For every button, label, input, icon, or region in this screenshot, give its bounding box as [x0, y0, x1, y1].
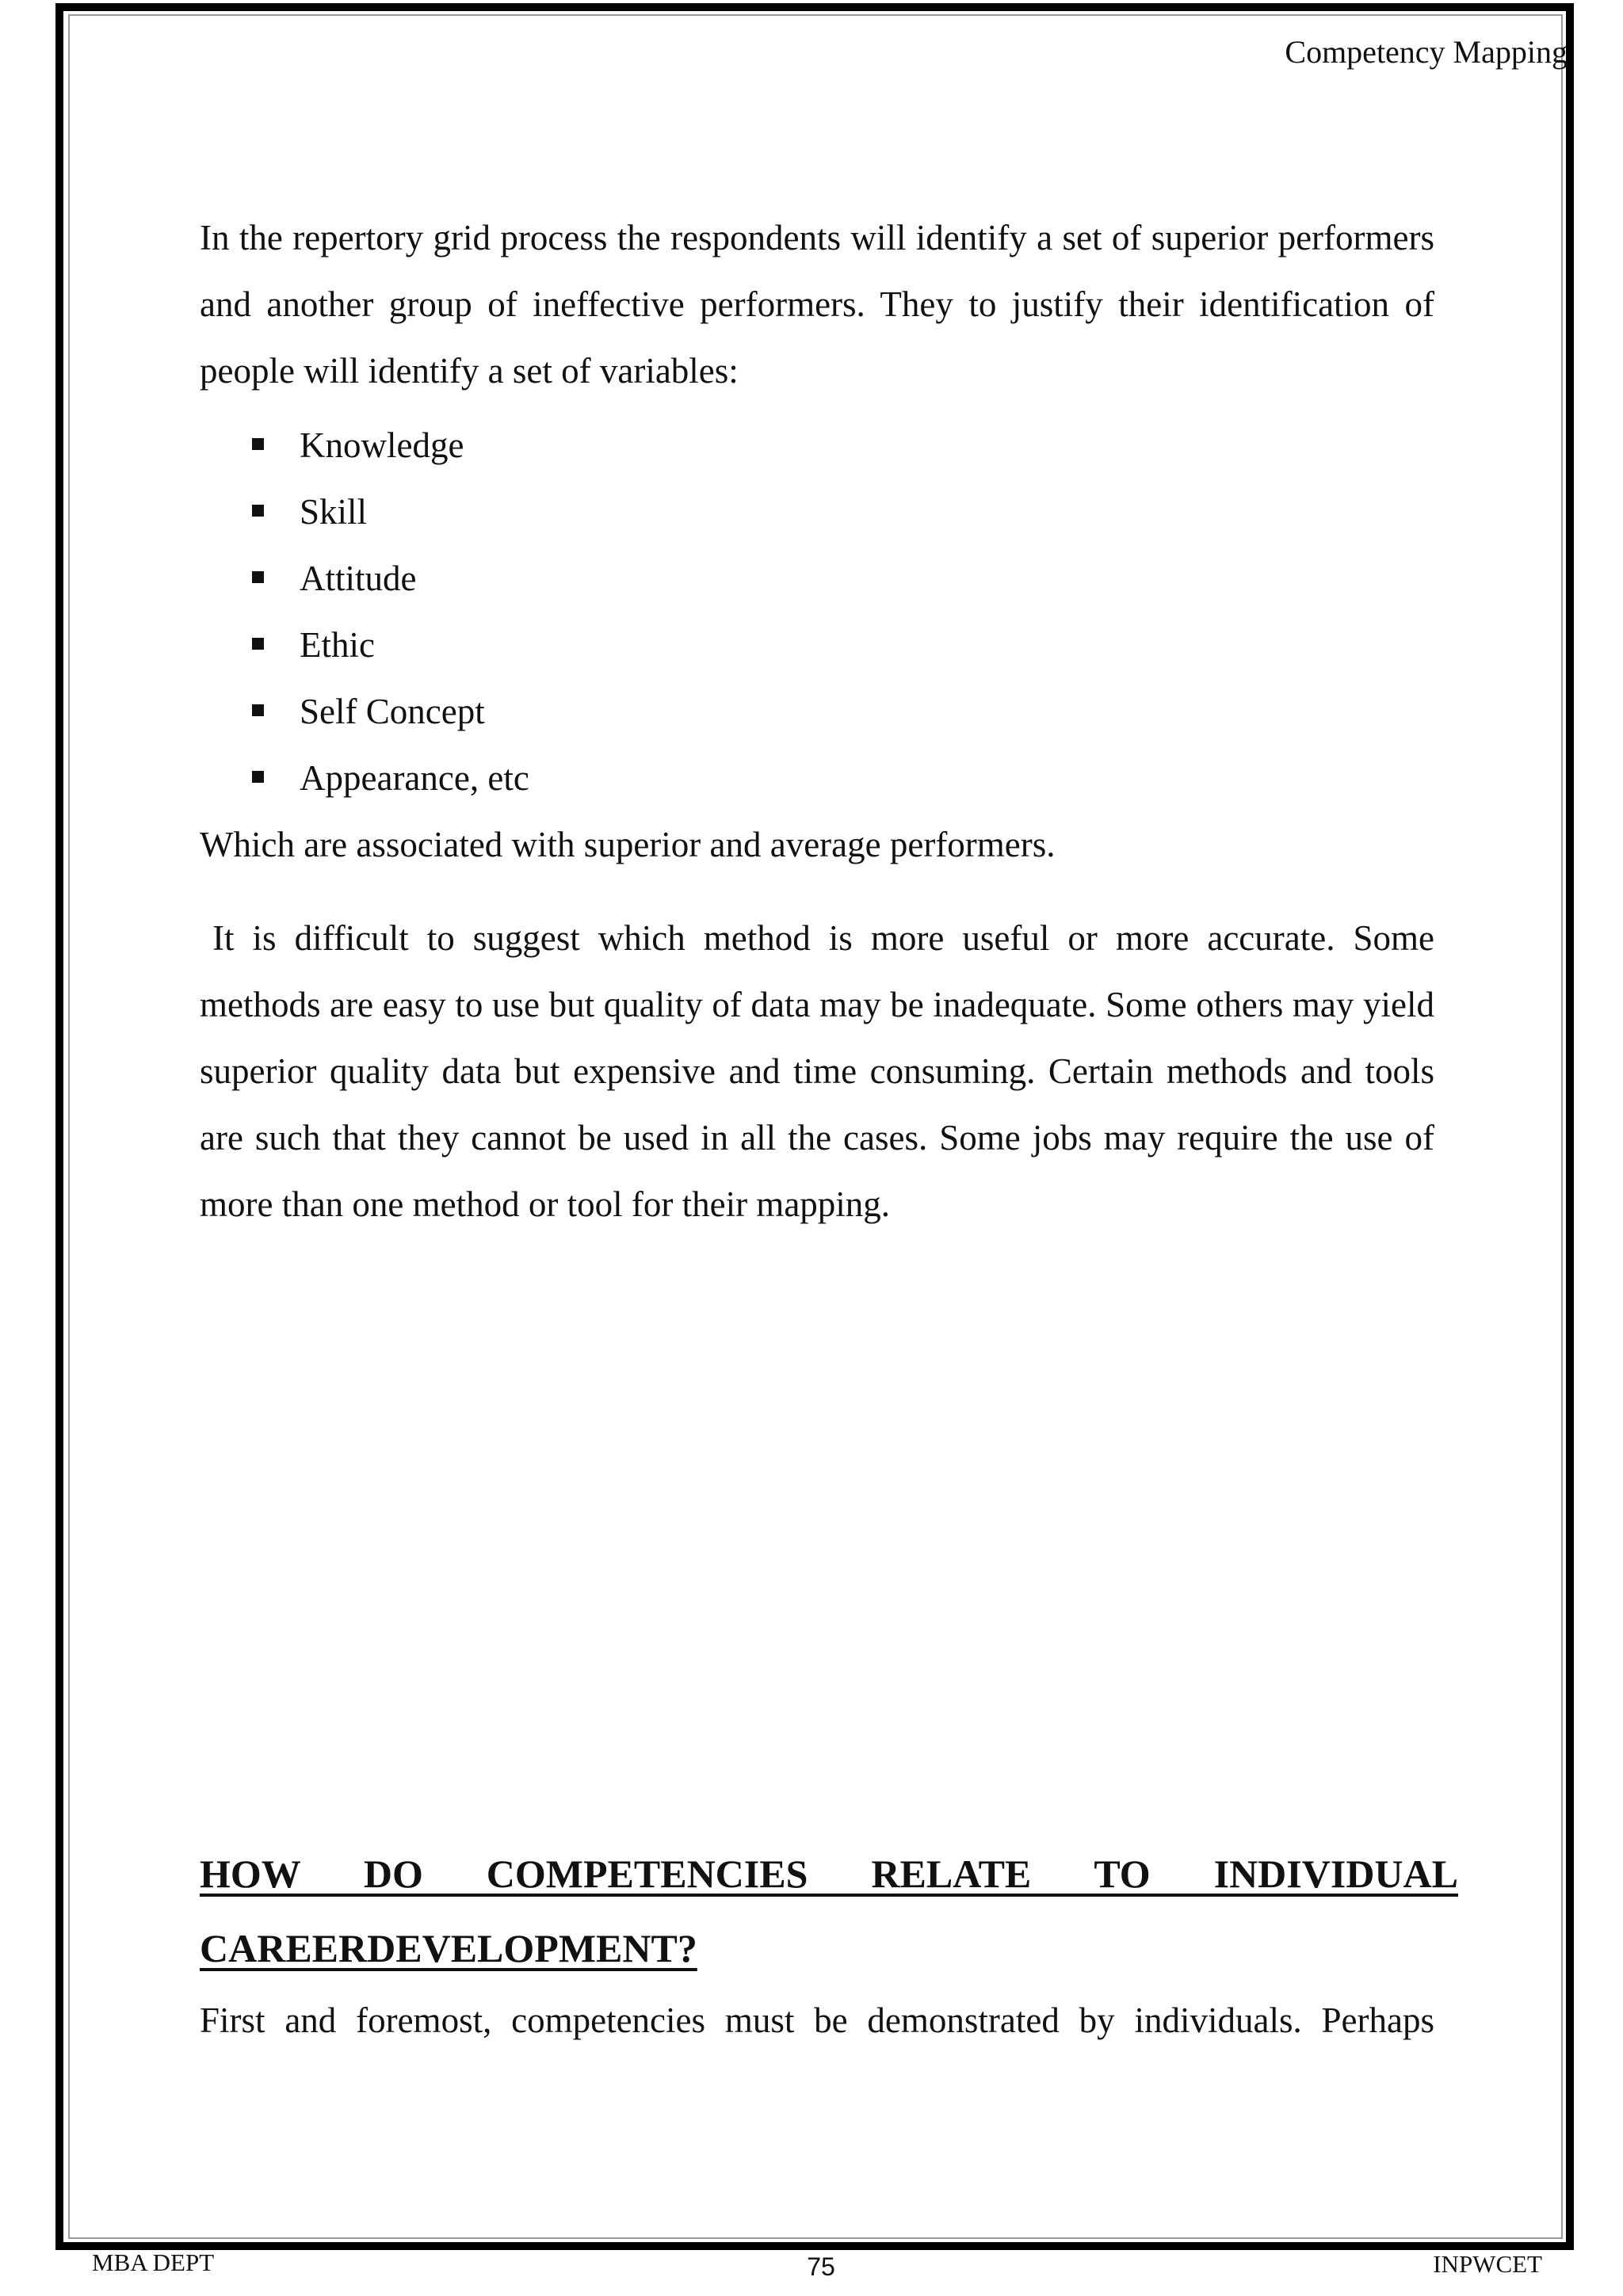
footer-department: MBA DEPT: [92, 2248, 215, 2276]
list-item: [200, 678, 1434, 745]
page-number: 75: [807, 2252, 835, 2281]
main-content: [200, 204, 1434, 1238]
variables-list: [200, 412, 1434, 811]
section-heading-line-2: CAREERDEVELOPMENT?: [200, 1926, 697, 1970]
section-heading-line-1: HOW DO COMPETENCIES RELATE TO INDIVIDUAL: [200, 1852, 1458, 1896]
paragraph-repertory-grid: In the repertory grid process the respondents will identify a set of superior performers and another group of ineffective performers. They to justify their identification of people will identify a set of variables:: [200, 218, 1434, 391]
list-item-label: Self Concept: [300, 692, 485, 731]
square-bullet-icon: [252, 438, 264, 450]
square-bullet-icon: [252, 571, 264, 583]
list-item: [200, 479, 1434, 545]
list-item: [200, 745, 1434, 811]
square-bullet-icon: [252, 771, 264, 783]
running-header: Competency Mapping: [1285, 34, 1568, 70]
list-item-label: Attitude: [300, 559, 417, 598]
list-item: [200, 545, 1434, 612]
closing-sentence: Which are associated with superior and average performers.: [200, 825, 1056, 864]
paragraph-continuation: First and foremost, competencies must be demonstrated by individuals. Perhaps: [200, 2000, 1434, 2040]
square-bullet-icon: [252, 638, 264, 650]
square-bullet-icon: [252, 505, 264, 517]
list-item-label: Ethic: [300, 625, 375, 665]
footer-institute: INPWCET: [1433, 2250, 1542, 2278]
section-heading: [200, 1836, 1458, 1985]
square-bullet-icon: [252, 704, 264, 716]
paragraph-methods-text: It is difficult to suggest which method is more useful or more accurate. Some methods are easy to use but quality of data may be inadequate. Some others may yield superior quality data but expensive and time consuming. Certain methods and tools are such that they cannot be used in all the cases. Some jobs may require the use of more than one method or tool for their mapping.: [200, 918, 1434, 1224]
list-item-label: Appearance, etc: [300, 758, 529, 798]
paragraph-methods: [200, 905, 1434, 1238]
list-item-label: Skill: [300, 492, 368, 532]
list-item: [200, 612, 1434, 678]
list-item-label: Knowledge: [300, 425, 464, 465]
list-item: [200, 412, 1434, 479]
